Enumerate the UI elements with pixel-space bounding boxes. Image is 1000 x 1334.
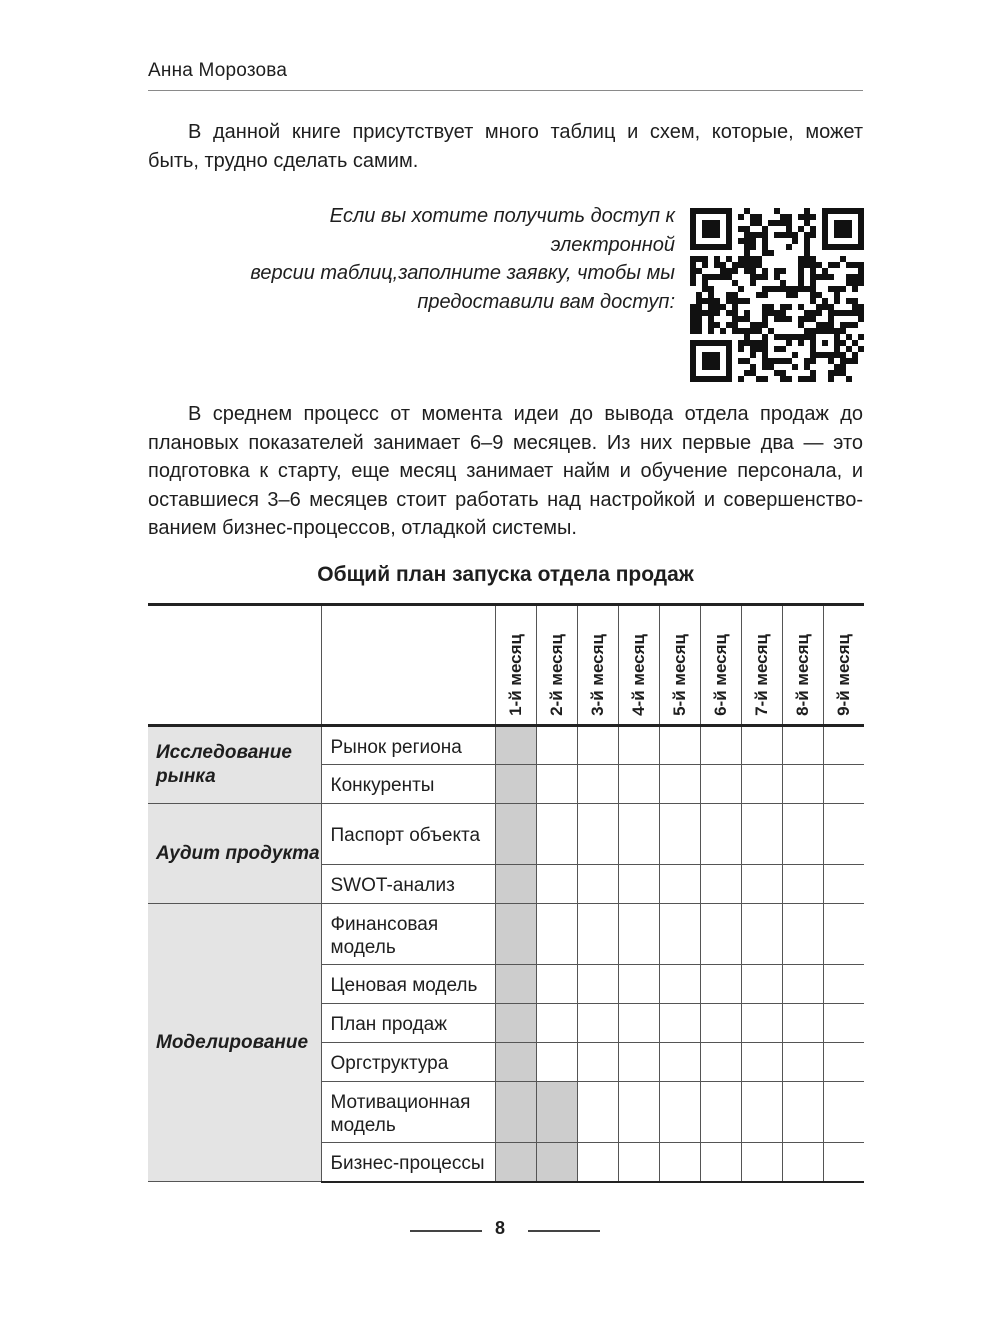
month-cell	[536, 765, 577, 804]
intro-paragraph: В данной книге присутствует много таблиц и схем, которые, может быть, трудно сделать самим.	[148, 121, 863, 172]
month-cell	[536, 726, 577, 765]
month-cell	[577, 804, 618, 865]
month-cell	[782, 904, 823, 965]
month-cell	[577, 726, 618, 765]
month-header	[495, 605, 536, 726]
active-month-cell	[495, 1043, 536, 1082]
month-cell	[659, 1143, 700, 1182]
month-cell	[618, 765, 659, 804]
author-name: Анна Морозова	[148, 60, 288, 81]
month-cell	[659, 765, 700, 804]
month-header	[782, 605, 823, 726]
month-cell	[741, 804, 782, 865]
month-cell	[741, 726, 782, 765]
month-header	[741, 605, 782, 726]
task-label: Конкуренты	[321, 765, 495, 804]
group-label: Аудит продукта	[148, 804, 321, 904]
month-cell	[782, 1043, 823, 1082]
access-note-line: Если вы хотите получить доступ к электронной	[329, 205, 675, 256]
month-cell	[618, 1043, 659, 1082]
month-cell	[536, 804, 577, 865]
month-cell	[823, 804, 864, 865]
month-label: 3-й месяц	[587, 634, 607, 716]
access-note-line: версии таблиц,заполните заявку, чтобы мы	[250, 262, 675, 284]
month-cell	[659, 804, 700, 865]
month-cell	[536, 904, 577, 965]
month-cell	[536, 1043, 577, 1082]
task-label: Бизнес-процессы	[321, 1143, 495, 1182]
task-row	[148, 804, 864, 865]
qr-code-icon	[690, 208, 864, 382]
month-cell	[618, 804, 659, 865]
group-label: Исследование рынка	[148, 726, 321, 804]
month-cell	[618, 965, 659, 1004]
month-cell	[536, 865, 577, 904]
table-title: Общий план запуска отдела продаж	[317, 563, 694, 586]
month-cell	[659, 865, 700, 904]
month-cell	[659, 965, 700, 1004]
month-cell	[741, 965, 782, 1004]
task-row	[148, 726, 864, 765]
month-cell	[823, 1143, 864, 1182]
month-cell	[741, 865, 782, 904]
month-cell	[618, 726, 659, 765]
month-cell	[577, 1004, 618, 1043]
access-note	[200, 202, 675, 316]
month-cell	[700, 765, 741, 804]
active-month-cell	[536, 1082, 577, 1143]
month-cell	[782, 865, 823, 904]
month-cell	[700, 865, 741, 904]
month-label: 7-й месяц	[751, 634, 771, 716]
month-header	[536, 605, 577, 726]
month-cell	[741, 1004, 782, 1043]
month-cell	[577, 904, 618, 965]
task-label: Паспорт объекта	[321, 804, 495, 865]
page-number: 8	[494, 1218, 505, 1238]
month-cell	[659, 904, 700, 965]
month-cell	[659, 726, 700, 765]
task-label: Рынок региона	[321, 726, 495, 765]
month-cell	[782, 1143, 823, 1182]
month-cell	[823, 904, 864, 965]
month-cell	[659, 1043, 700, 1082]
access-note-line: предоставили вам доступ:	[417, 290, 675, 313]
month-cell	[823, 1043, 864, 1082]
month-cell	[618, 865, 659, 904]
month-cell	[782, 965, 823, 1004]
month-cell	[536, 965, 577, 1004]
task-label: План продаж	[321, 1004, 495, 1043]
active-month-cell	[495, 1004, 536, 1043]
active-month-cell	[495, 1143, 536, 1182]
active-month-cell	[495, 804, 536, 865]
month-cell	[536, 1004, 577, 1043]
active-month-cell	[495, 965, 536, 1004]
active-month-cell	[495, 865, 536, 904]
header-empty-cell	[148, 605, 321, 726]
month-cell	[782, 726, 823, 765]
month-cell	[618, 1082, 659, 1143]
active-month-cell	[495, 765, 536, 804]
month-cell	[782, 1082, 823, 1143]
active-month-cell	[536, 1143, 577, 1182]
running-header	[148, 60, 863, 91]
month-cell	[700, 965, 741, 1004]
footer-rule-left	[410, 1230, 482, 1232]
month-cell	[659, 1082, 700, 1143]
month-cell	[659, 1004, 700, 1043]
month-cell	[577, 765, 618, 804]
month-cell	[700, 1143, 741, 1182]
month-cell	[700, 904, 741, 965]
month-cell	[577, 1043, 618, 1082]
task-label: Оргструктура	[321, 1043, 495, 1082]
month-cell	[577, 1143, 618, 1182]
month-cell	[741, 1043, 782, 1082]
month-cell	[577, 865, 618, 904]
month-label: 5-й месяц	[669, 634, 689, 716]
month-label: 1-й месяц	[505, 634, 525, 716]
footer-rule-right	[528, 1230, 600, 1232]
task-label: SWOT-анализ	[321, 865, 495, 904]
month-cell	[618, 904, 659, 965]
month-cell	[782, 804, 823, 865]
month-label: 2-й месяц	[546, 634, 566, 716]
month-label: 6-й месяц	[710, 634, 730, 716]
month-cell	[823, 1082, 864, 1143]
month-cell	[577, 1082, 618, 1143]
month-header	[577, 605, 618, 726]
month-header	[823, 605, 864, 726]
month-cell	[700, 804, 741, 865]
month-cell	[823, 765, 864, 804]
task-label: Финансовая модель	[321, 904, 495, 965]
header-empty-cell	[321, 605, 495, 726]
month-header	[618, 605, 659, 726]
active-month-cell	[495, 904, 536, 965]
month-cell	[741, 904, 782, 965]
month-cell	[823, 865, 864, 904]
month-cell	[700, 1043, 741, 1082]
group-label: Моделирование	[148, 904, 321, 1182]
month-cell	[700, 1082, 741, 1143]
active-month-cell	[495, 726, 536, 765]
month-cell	[700, 726, 741, 765]
active-month-cell	[495, 1082, 536, 1143]
task-label: Ценовая модель	[321, 965, 495, 1004]
month-cell	[823, 1004, 864, 1043]
month-cell	[577, 965, 618, 1004]
task-label: Мотивационная модель	[321, 1082, 495, 1143]
month-label: 8-й месяц	[792, 634, 812, 716]
month-cell	[618, 1143, 659, 1182]
month-cell	[782, 765, 823, 804]
task-row	[148, 904, 864, 965]
month-header	[700, 605, 741, 726]
month-cell	[823, 965, 864, 1004]
month-cell	[823, 726, 864, 765]
month-cell	[782, 1004, 823, 1043]
month-cell	[741, 1143, 782, 1182]
month-cell	[700, 1004, 741, 1043]
month-header	[659, 605, 700, 726]
month-cell	[741, 765, 782, 804]
main-paragraph: В среднем процесс от момента идеи до вывода отдела продаж до плановых показателей занимает 6–9 месяцев. Из них первые два — это подготовка к старту, еще месяц занимает найм и обучение персонала, и оставшиеся 3–6 месяцев стоит работать над настройкой и совершенствованием бизнес-процессов, отладкой системы.	[148, 403, 863, 539]
month-cell	[618, 1004, 659, 1043]
month-label: 9-й месяц	[833, 634, 853, 716]
page-footer	[0, 1218, 1000, 1239]
launch-plan-table	[148, 603, 864, 1183]
month-label: 4-й месяц	[628, 634, 648, 716]
month-cell	[741, 1082, 782, 1143]
